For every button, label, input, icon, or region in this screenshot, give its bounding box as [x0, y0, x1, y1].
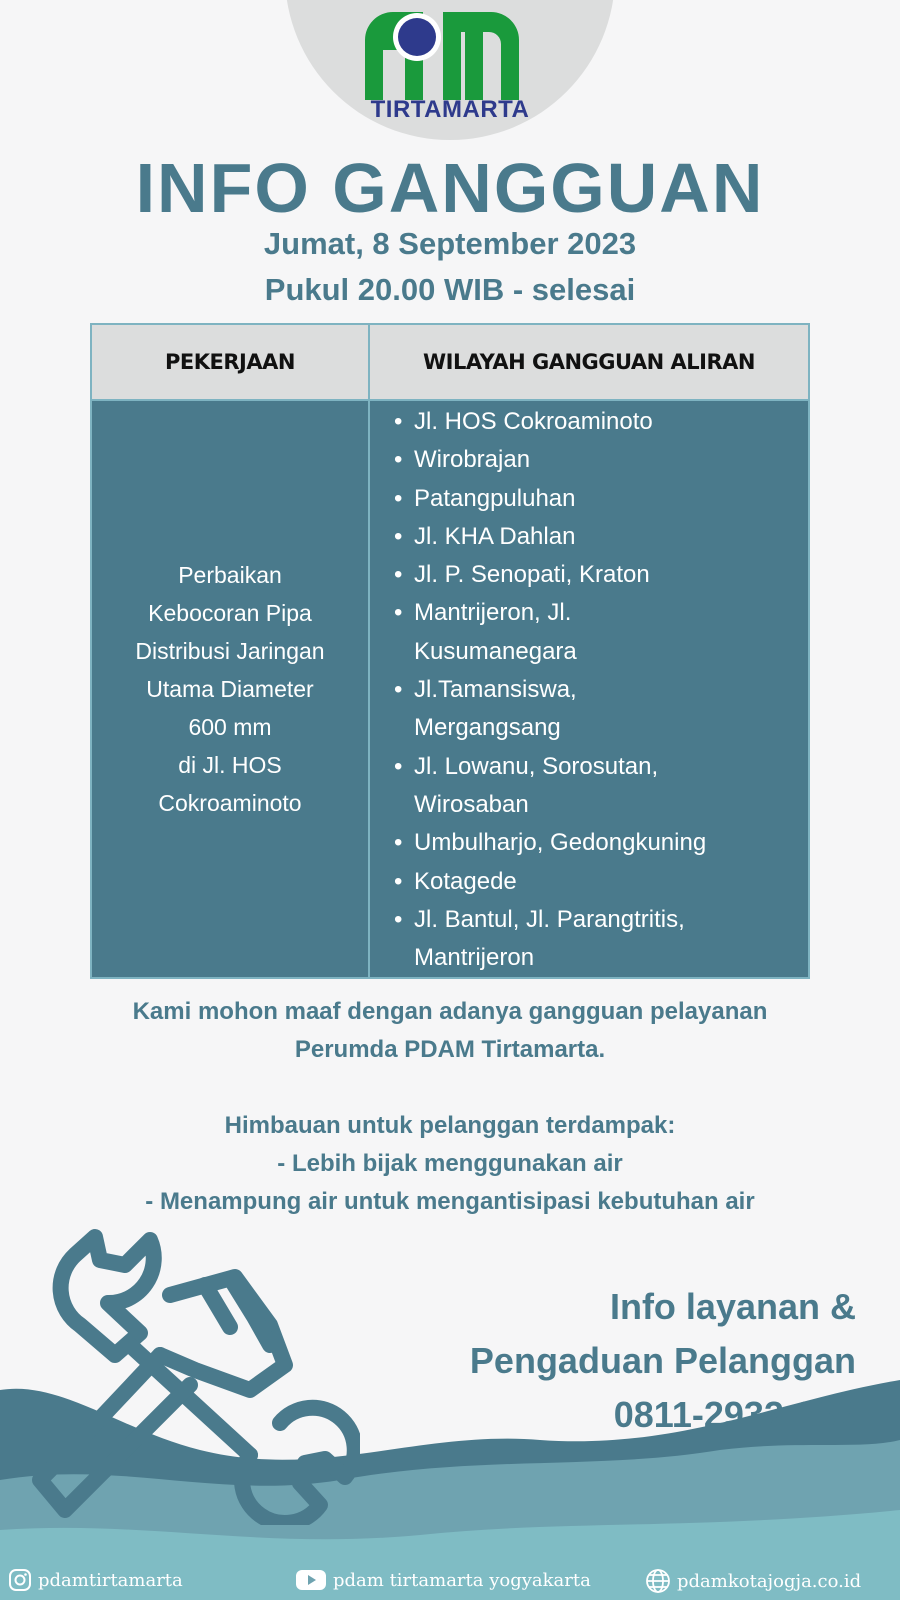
work-line: Kebocoran Pipa	[148, 600, 312, 627]
work-line: Cokroaminoto	[158, 790, 302, 817]
area-list	[370, 401, 808, 977]
footer-bar	[0, 1560, 900, 1600]
table-header-row	[91, 324, 809, 400]
advice-block	[0, 1107, 900, 1221]
list-item	[414, 901, 808, 978]
advice-item: - Lebih bijak menggunakan air	[277, 1150, 623, 1177]
list-item: • Patangpuluhan	[414, 480, 808, 518]
list-item-line: • Jl.Tamansiswa,	[414, 676, 577, 704]
advice-item: - Menampung air untuk mengantisipasi kebutuhan air	[145, 1188, 755, 1215]
header-work: PEKERJAAN	[91, 324, 369, 400]
logo-text: TIRTAMARTA	[370, 96, 530, 123]
header-areas: WILAYAH GANGGUAN ALIRAN	[369, 324, 809, 400]
list-item	[414, 748, 808, 825]
contact-line: Pengaduan Pelanggan	[469, 1340, 856, 1381]
event-date: Jumat, 8 September 2023	[263, 226, 637, 261]
apology-line: Perumda PDAM Tirtamarta.	[294, 1036, 606, 1063]
work-line: 600 mm	[188, 714, 272, 741]
list-item-line: • Jl. Bantul, Jl. Parangtritis,	[414, 905, 685, 933]
footer-youtube[interactable]	[295, 1568, 591, 1592]
contact-line: Info layanan &	[609, 1286, 856, 1327]
list-item	[414, 594, 808, 671]
youtube-channel: pdam tirtamarta yogyakarta	[333, 1569, 591, 1591]
list-item: • Wirobrajan	[414, 441, 808, 479]
work-cell	[91, 400, 369, 978]
contact-phone[interactable]: 0811-2932-333	[613, 1394, 856, 1435]
work-line: Perbaikan	[178, 562, 282, 589]
contact-info	[470, 1280, 856, 1442]
wrench-hand-icon	[20, 1215, 360, 1525]
list-item: • Jl. KHA Dahlan	[414, 518, 808, 556]
list-item-line: Mantrijeron	[414, 944, 535, 972]
apology-message	[0, 993, 900, 1069]
tirtamarta-logo	[365, 10, 535, 123]
footer-instagram[interactable]	[8, 1568, 183, 1592]
list-item: • Umbulharjo, Gedongkuning	[414, 824, 808, 862]
list-item-line: • Mantrijeron, Jl.	[414, 599, 572, 627]
disruption-table	[90, 323, 810, 979]
list-item: • Jl. HOS Cokroaminoto	[414, 403, 808, 441]
footer-website[interactable]	[645, 1568, 861, 1594]
list-item-line: Mergangsang	[414, 714, 561, 742]
list-item-line: • Jl. Lowanu, Sorosutan,	[414, 752, 659, 780]
globe-icon	[645, 1568, 671, 1594]
list-item-line: Wirosaban	[414, 790, 529, 818]
event-time: Pukul 20.00 WIB - selesai	[264, 272, 636, 307]
work-line: Utama Diameter	[146, 676, 314, 703]
page-title: INFO GANGGUAN	[135, 149, 765, 227]
youtube-icon	[295, 1568, 327, 1592]
website-url: pdamkotajogja.co.id	[677, 1570, 862, 1592]
work-line: di Jl. HOS	[178, 752, 282, 779]
list-item-line: Kusumanegara	[414, 637, 577, 665]
logo-mark-icon	[365, 10, 535, 100]
list-item	[414, 671, 808, 748]
areas-cell	[369, 400, 809, 978]
apology-line: Kami mohon maaf dengan adanya gangguan pelayanan	[132, 998, 768, 1025]
work-description	[92, 556, 368, 822]
list-item: • Kotagede	[414, 863, 808, 901]
work-line: Distribusi Jaringan	[135, 638, 325, 665]
list-item: • Jl. P. Senopati, Kraton	[414, 556, 808, 594]
table-row	[91, 400, 809, 978]
instagram-icon	[8, 1568, 32, 1592]
advice-heading: Himbauan untuk pelanggan terdampak:	[224, 1112, 676, 1139]
instagram-handle: pdamtirtamarta	[38, 1569, 183, 1591]
